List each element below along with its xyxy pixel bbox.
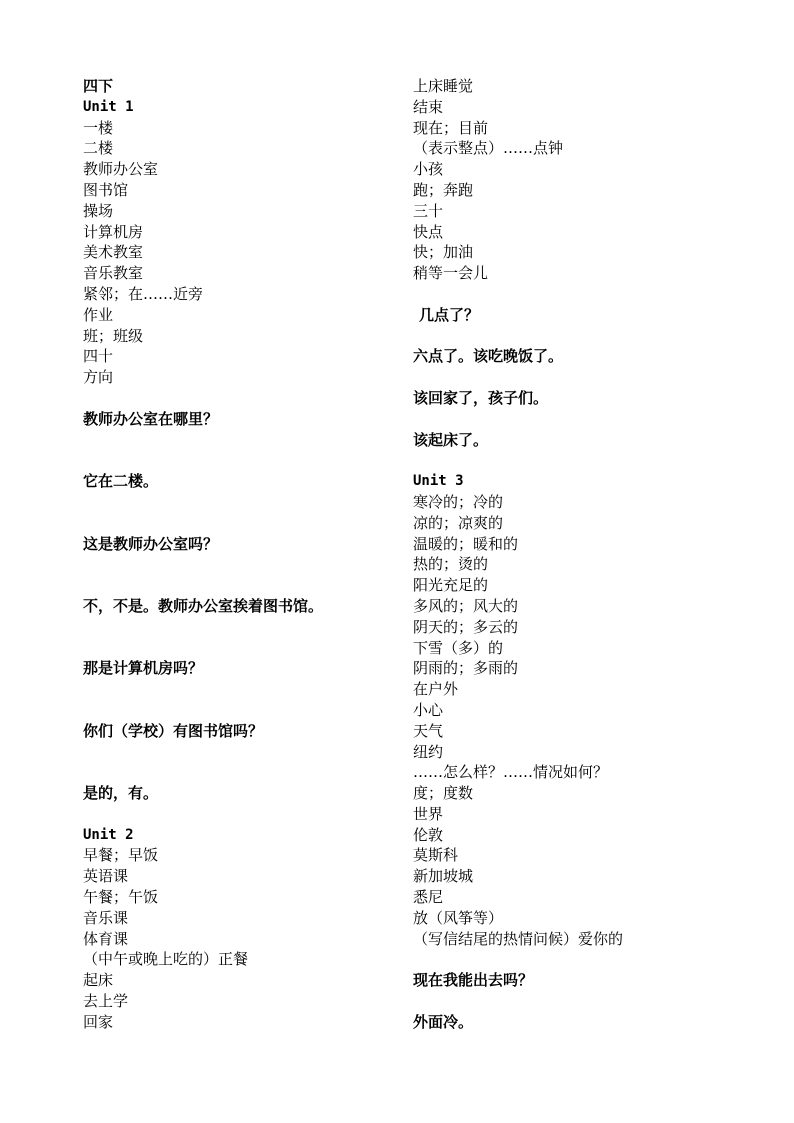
vocab-item: 小孩	[413, 160, 444, 179]
vocab-item: 凉的；凉爽的	[413, 513, 504, 532]
spacer	[83, 617, 383, 638]
sentence: 那是计算机房吗？	[83, 659, 204, 678]
sentence: 该回家了，孩子们。	[413, 388, 549, 407]
right-column	[413, 76, 753, 1033]
vocab-item: 在户外	[413, 680, 459, 699]
vocab-item: 结束	[413, 97, 444, 116]
vocab-item: 阴雨的；多雨的	[413, 659, 519, 678]
sentence: 该起床了。	[413, 430, 489, 449]
vocab-item: 放（风筝等）	[413, 908, 504, 927]
vocab-item: 回家	[83, 1012, 114, 1031]
spacer	[83, 554, 383, 575]
spacer	[83, 492, 383, 513]
vocab-item: 教师办公室	[83, 160, 159, 179]
spacer	[83, 742, 383, 763]
sentence: 不，不是。教师办公室挨着图书馆。	[83, 596, 324, 615]
vocab-item: 音乐课	[83, 908, 129, 927]
spacer	[413, 991, 753, 1012]
sentence: 教师办公室在哪里？	[83, 409, 219, 428]
vocab-item: 音乐教室	[83, 264, 144, 283]
vocab-item: 天气	[413, 721, 444, 740]
vocab-item: 小心	[413, 700, 444, 719]
spacer	[83, 513, 383, 534]
spacer	[83, 679, 383, 700]
vocab-item: 作业	[83, 305, 114, 324]
spacer	[83, 638, 383, 659]
vocab-item: 快；加油	[413, 243, 474, 262]
spacer	[413, 409, 753, 430]
unit1-heading: Unit 1	[83, 98, 134, 115]
vocab-item: 早餐；早饭	[83, 846, 159, 865]
sentence: 它在二楼。	[83, 472, 159, 491]
spacer	[83, 700, 383, 721]
spacer	[83, 804, 383, 825]
vocab-item: 新加坡城	[413, 867, 474, 886]
vocab-item: 美术教室	[83, 243, 144, 262]
vocab-item: ……怎么样？……情况如何？	[413, 763, 609, 782]
vocab-item: 阴天的；多云的	[413, 617, 519, 636]
vocab-item: （写信结尾的热情问候）爱你的	[413, 929, 624, 948]
vocab-item: 起床	[83, 971, 114, 990]
sentence: 现在我能出去吗？	[413, 971, 534, 990]
spacer	[413, 949, 753, 970]
spacer	[83, 762, 383, 783]
vocab-item: 一楼	[83, 118, 114, 137]
unit3-heading: Unit 3	[413, 473, 464, 490]
vocab-item: 悉尼	[413, 888, 444, 907]
sentence: 是的，有。	[83, 784, 159, 803]
spacer	[413, 284, 753, 305]
spacer	[413, 367, 753, 388]
spacer	[413, 326, 753, 347]
spacer	[413, 450, 753, 471]
vocab-item: 寒冷的；冷的	[413, 492, 504, 511]
sentence: 六点了。该吃晚饭了。	[413, 347, 564, 366]
vocab-item: 温暖的；暖和的	[413, 534, 519, 553]
vocab-item: （中午或晚上吃的）正餐	[83, 950, 249, 969]
vocab-item: 班；班级	[83, 326, 144, 345]
vocab-item: 计算机房	[83, 222, 144, 241]
spacer	[83, 388, 383, 409]
vocab-item: 英语课	[83, 867, 129, 886]
vocab-item: 伦敦	[413, 825, 444, 844]
vocab-item: 稍等一会儿	[413, 264, 489, 283]
page-title: 四下	[83, 77, 114, 95]
sentence: 这是教师办公室吗？	[83, 534, 219, 553]
vocab-item: 下雪（多）的	[413, 638, 504, 657]
vocab-item: 现在；目前	[413, 118, 489, 137]
vocab-item: 纽约	[413, 742, 444, 761]
vocab-item: 多风的；风大的	[413, 596, 519, 615]
vocab-item: 四十	[83, 347, 114, 366]
sentence: 几点了？	[419, 305, 480, 324]
vocab-item: 上床睡觉	[413, 77, 474, 95]
vocab-item: 操场	[83, 201, 114, 220]
vocab-item: 世界	[413, 804, 444, 823]
left-column	[83, 76, 383, 1033]
vocab-item: 度；度数	[413, 784, 474, 803]
vocab-item: 阳光充足的	[413, 576, 489, 595]
unit2-heading: Unit 2	[83, 826, 134, 843]
vocab-item: 莫斯科	[413, 846, 459, 865]
vocab-item: 紧邻；在……近旁	[83, 284, 204, 303]
vocab-item: 图书馆	[83, 180, 129, 199]
vocab-item: 去上学	[83, 992, 129, 1011]
spacer	[83, 430, 383, 451]
vocab-item: 方向	[83, 368, 114, 387]
vocab-item: 三十	[413, 201, 444, 220]
vocab-item: 体育课	[83, 929, 129, 948]
vocab-item: 午餐；午饭	[83, 888, 159, 907]
sentence: 外面冷。	[413, 1012, 474, 1031]
spacer	[83, 575, 383, 596]
spacer	[83, 450, 383, 471]
vocab-item: 跑；奔跑	[413, 180, 474, 199]
sentence: 你们（学校）有图书馆吗？	[83, 721, 264, 740]
vocab-item: 快点	[413, 222, 444, 241]
vocab-item: （表示整点）……点钟	[413, 139, 564, 158]
vocab-item: 热的；烫的	[413, 555, 489, 574]
vocab-item: 二楼	[83, 139, 114, 158]
